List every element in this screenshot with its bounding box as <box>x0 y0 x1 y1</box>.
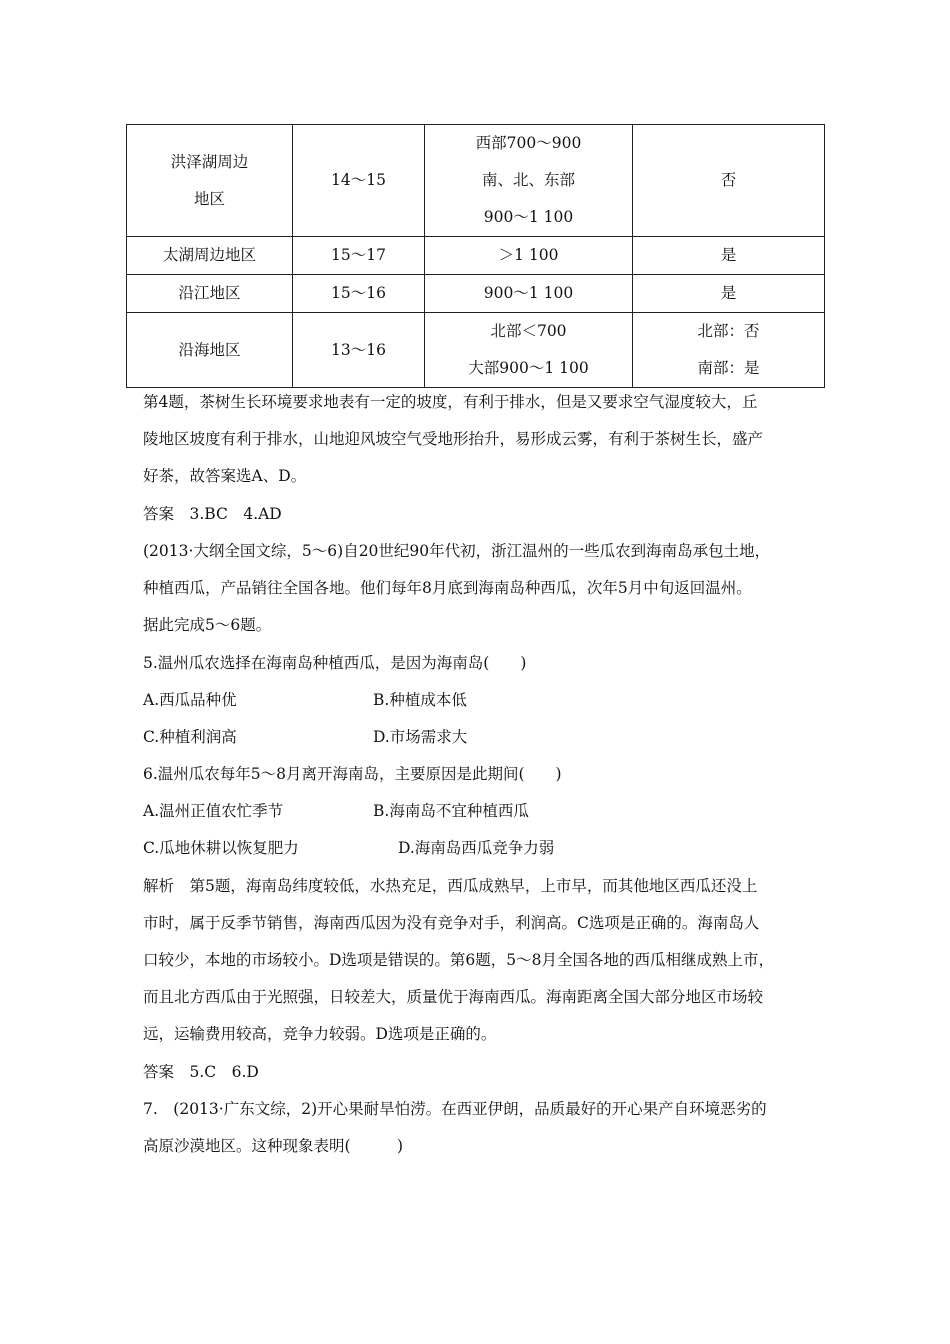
region-text: 地区 <box>193 189 225 208</box>
precip-cell <box>425 125 633 237</box>
table-row <box>127 313 825 388</box>
suitable-cell <box>633 313 825 388</box>
region-cell <box>127 125 293 237</box>
answer-line: 答案 5.C 6.D <box>143 1063 259 1081</box>
precip-text: 西部700～900 <box>475 134 582 152</box>
explanation-line: 而且北方西瓜由于光照强，日较差大，质量优于海南西瓜。海南距离全国大部分地区市场较 <box>143 988 764 1006</box>
climate-table <box>126 124 825 388</box>
precip-text: 南、北、东部 <box>481 171 575 189</box>
option-b: B.种植成本低 <box>373 691 467 709</box>
precip-text: 900～1 100 <box>483 208 574 226</box>
intro-line: 种植西瓜，产品销往全国各地。他们每年8月底到海南岛种西瓜，次年5月中旬返回温州。 <box>143 579 752 597</box>
precip-cell <box>425 313 633 388</box>
option-d: D.海南岛西瓜竞争力弱 <box>398 839 555 857</box>
table-row <box>127 275 825 313</box>
suitable-cell: 否 <box>633 125 825 237</box>
intro-line: (2013·大纲全国文综，5～6)自20世纪90年代初，浙江温州的一些瓜农到海南岛承包土地， <box>143 542 771 560</box>
suitable-cell: 是 <box>633 237 825 275</box>
table-row <box>127 125 825 237</box>
temp-cell: 15～17 <box>293 237 425 275</box>
temp-cell: 15～16 <box>293 275 425 313</box>
explanation-line: 市时，属于反季节销售，海南西瓜因为没有竞争对手，利润高。C选项是正确的。海南岛人 <box>143 914 760 932</box>
suitable-text: 北部：否 <box>697 322 760 340</box>
explanation-line: 远，运输费用较高，竞争力较弱。D选项是正确的。 <box>143 1025 497 1043</box>
intro-line: 据此完成5～6题。 <box>143 616 272 634</box>
option-d: D.市场需求大 <box>373 728 468 746</box>
option-c: C.瓜地休耕以恢复肥力 <box>143 839 299 857</box>
region-text: 洪泽湖周边 <box>170 152 249 171</box>
option-a: A.西瓜品种优 <box>143 691 237 709</box>
precip-text: 北部＜700 <box>490 322 567 340</box>
suitable-text: 南部：是 <box>697 359 760 377</box>
temp-cell: 13～16 <box>293 313 425 388</box>
explanation-line: 陵地区坡度有利于排水，山地迎风坡空气受地形抬升，易形成云雾，有利于茶树生长，盛产 <box>143 430 764 448</box>
precip-cell: 900～1 100 <box>425 275 633 313</box>
explanation-line: 好茶，故答案选A、D。 <box>143 467 307 485</box>
option-b: B.海南岛不宜种植西瓜 <box>373 802 529 820</box>
precip-text: 大部900～1 100 <box>468 359 589 377</box>
option-a: A.温州正值农忙季节 <box>143 802 284 820</box>
answer-line: 答案 3.BC 4.AD <box>143 505 282 523</box>
question-stem: 5.温州瓜农选择在海南岛种植西瓜，是因为海南岛( ) <box>143 654 527 672</box>
precip-cell: ＞1 100 <box>425 237 633 275</box>
suitable-cell: 是 <box>633 275 825 313</box>
explanation-line: 第4题，茶树生长环境要求地表有一定的坡度，有利于排水，但是又要求空气湿度较大，丘 <box>143 393 758 411</box>
explanation-line: 解析 第5题，海南岛纬度较低，水热充足，西瓜成熟早，上市早，而其他地区西瓜还没上 <box>143 877 758 895</box>
region-cell: 沿江地区 <box>127 275 293 313</box>
explanation-line: 口较少，本地的市场较小。D选项是错误的。第6题，5～8月全国各地的西瓜相继成熟上市， <box>143 951 775 969</box>
question-stem: 6.温州瓜农每年5～8月离开海南岛，主要原因是此期间( ) <box>143 765 562 783</box>
region-cell: 沿海地区 <box>127 313 293 388</box>
option-c: C.种植利润高 <box>143 728 237 746</box>
question-stem: 高原沙漠地区。这种现象表明( ) <box>143 1137 404 1155</box>
question-stem: 7. (2013·广东文综，2)开心果耐旱怕涝。在西亚伊朗，品质最好的开心果产自环境恶劣的 <box>143 1100 767 1118</box>
region-cell: 太湖周边地区 <box>127 237 293 275</box>
temp-cell: 14～15 <box>293 125 425 237</box>
table-row <box>127 237 825 275</box>
